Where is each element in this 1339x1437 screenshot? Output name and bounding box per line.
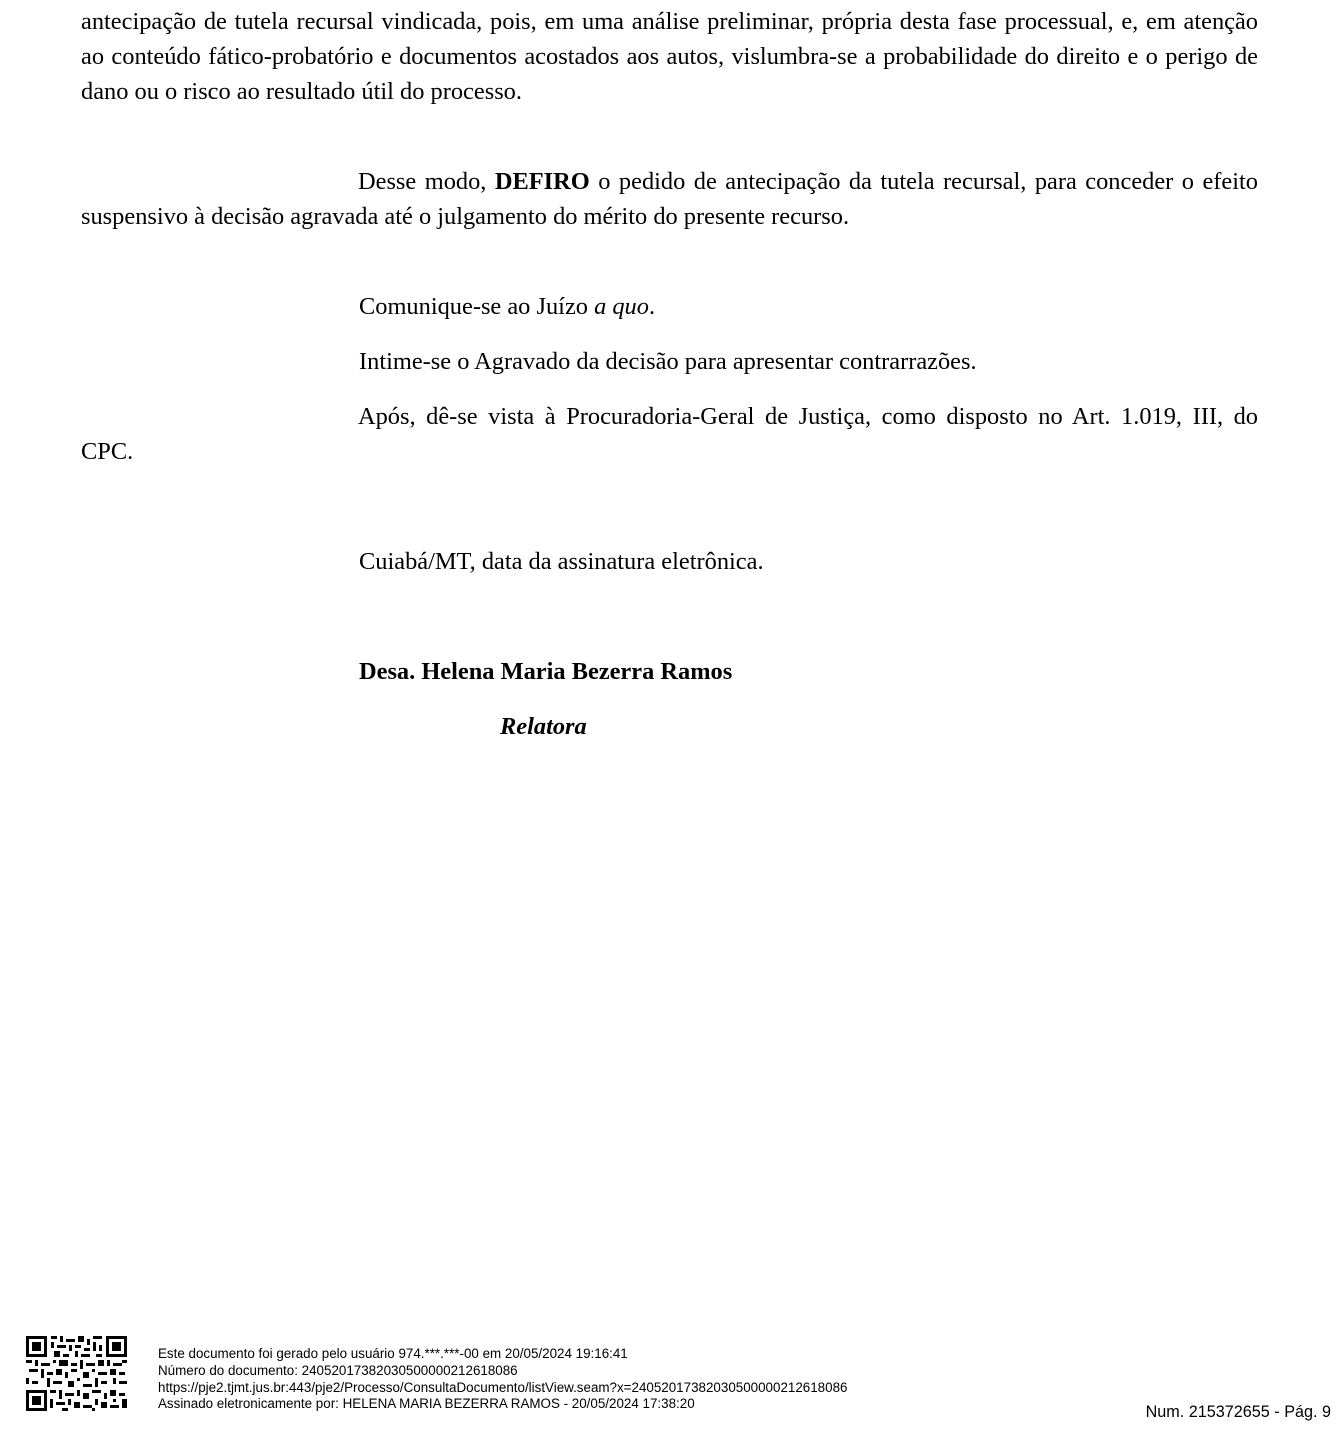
- footer-signed-by: Assinado eletronicamente por: HELENA MARIA BEZERRA RAMOS - 20/05/2024 17:38:20: [158, 1396, 695, 1412]
- paragraph-tutela: antecipação de tutela recursal vindicada, pois, em uma análise preliminar, própria desta fase processual, e, em atenção ao conteúdo fático-probatório e documentos acostados aos autos, vislumbra-se a probabilidade do direito e o perigo de dano ou o risco ao resultado útil do processo.: [81, 8, 1258, 105]
- paragraph-defiro-after: o pedido de antecipação da tutela recursal, para conceder o efeito suspensivo à decisão agravada até o julgamento do mérito do presente recurso.: [81, 168, 1258, 230]
- paragraph-defiro-before: Desse modo,: [358, 168, 495, 195]
- place-date-line: Cuiabá/MT, data da assinatura eletrônica.: [359, 548, 764, 575]
- a-quo-term: a quo: [594, 293, 649, 320]
- comunique-before: Comunique-se ao Juízo: [359, 293, 595, 320]
- defiro-keyword: DEFIRO: [494, 168, 590, 195]
- qr-code-icon: [26, 1336, 127, 1411]
- footer-url[interactable]: https://pje2.tjmt.jus.br:443/pje2/Processo/ConsultaDocumento/listView.seam?x=24052017382030500000212618086: [158, 1379, 848, 1395]
- signer-name: Desa. Helena Maria Bezerra Ramos: [359, 658, 733, 685]
- footer-generated-line: Este documento foi gerado pelo usuário 974.***.***-00 em 20/05/2024 19:16:41: [158, 1346, 628, 1361]
- footer-document-number: Número do documento: 24052017382030500000212618086: [158, 1362, 518, 1378]
- comunique-after: .: [648, 293, 656, 320]
- paragraph-comunique: [359, 289, 655, 324]
- signer-role: Relatora: [500, 713, 587, 740]
- paragraph-defiro: [81, 164, 1258, 234]
- signature-info: [158, 1346, 847, 1413]
- paragraph-intime: Intime-se o Agravado da decisão para apresentar contrarrazões.: [359, 348, 977, 375]
- paragraph-vista: Após, dê-se vista à Procuradoria-Geral de Justiça, como disposto no Art. 1.019, III, do CPC.: [81, 403, 1258, 465]
- page-number: Num. 215372655 - Pág. 9: [1145, 1403, 1331, 1421]
